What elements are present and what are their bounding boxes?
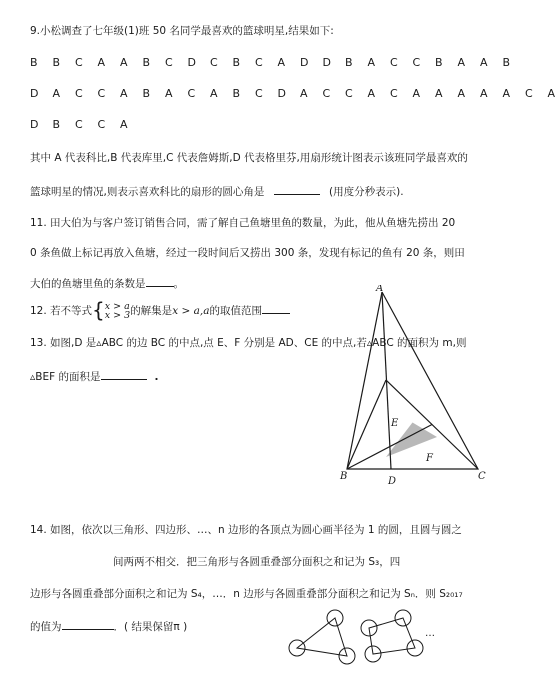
answer-letter: A [97,56,106,69]
answer-letter: C [255,87,263,100]
q11-line3-after: 。 [173,278,184,290]
answer-letter: C [412,56,421,69]
answer-letter: B [232,56,241,69]
q13-line2 [30,368,159,384]
q14-line4-before: 的值为 [30,621,62,633]
answer-letter: D [187,56,196,69]
segment-be [347,380,386,469]
q12-after: 的取值范围 [209,305,262,317]
answer-letter: C [187,87,196,100]
label-f: F [426,453,433,464]
q13-line2-after: . [154,371,159,383]
answer-letter: B [142,87,151,100]
label-b: B [340,471,348,482]
answer-letter: A [457,87,466,100]
q9-text2 [30,183,404,199]
answer-letter: A [480,87,488,100]
answer-letter: D [277,87,286,100]
answer-letter: B [232,87,241,100]
answer-letter: B [345,56,353,69]
q14-line4-after: ．( 结果保留π ) [113,621,188,633]
label-e: E [391,418,399,429]
q11-answer-blank[interactable] [146,275,174,287]
answer-letter: D [300,56,309,69]
q12-ineq-top: x > a [104,301,130,312]
answer-letter: C [165,56,173,69]
q14-polygons-figure [285,600,455,670]
q9-text2-after: (用度分秒表示). [329,186,404,198]
q9-letters-row3 [30,118,143,132]
figure-ellipsis: … [425,628,435,639]
answer-letter: A [457,56,466,69]
answer-letter: A [120,56,128,69]
q9-intro: 9.小松调查了七年级(1)班 50 名同学最喜欢的篮球明星,结果如下: [30,25,334,37]
answer-letter: C [97,87,106,100]
answer-letter: A [502,87,511,100]
answer-letter: C [525,87,533,100]
label-a: A [376,285,384,294]
q12-system [105,302,130,320]
q14-line2: 间两两不相交．把三角形与各圆重叠部分面积之和记为 S₃，四 [113,556,401,568]
q12-before: 12. 若不等式 [30,305,93,317]
q14-line4 [30,618,187,634]
answer-letter: C [210,56,218,69]
answer-letter: C [75,118,83,131]
answer-letter: C [75,56,83,69]
answer-letter: B [142,56,151,69]
q9-letters-row1 [30,56,525,70]
q9-answer-blank[interactable] [274,183,320,195]
answer-letter: A [435,87,443,100]
answer-letter: B [435,56,443,69]
q14-line1: 14. 如图，依次以三角形、四边形、…、n 边形的各顶点为圆心画半径为 1 的圆，且圆与圆之 [30,524,462,536]
answer-letter: D [30,87,39,100]
q14-line3: 边形与各圆重叠部分面积之和记为 S₄，…．n 边形与各圆重叠部分面积之和记为 Sₙ．则 S₂₀₁₇ [30,588,463,600]
answer-letter: C [345,87,353,100]
q11-line2: 0 条鱼做上标记再放入鱼塘，经过一段时间后又捞出 300 条，发现有标记的鱼有 20 条，则田 [30,247,465,259]
answer-letter: C [97,118,106,131]
answer-letter: B [52,56,61,69]
answer-letter: A [367,56,376,69]
q13-triangle-figure [335,285,495,485]
answer-letter: A [300,87,308,100]
answer-letter: B [30,56,38,69]
answer-letter: A [165,87,173,100]
q13-answer-blank[interactable] [101,368,147,380]
answer-letter: A [52,87,61,100]
q12-var: a [203,305,210,317]
answer-letter: D [322,56,331,69]
answer-letter: A [210,87,218,100]
q13-line2-before: ▵BEF 的面积是 [30,371,101,383]
q11-line3 [30,275,184,291]
answer-letter: C [322,87,331,100]
q11-line3-before: 大伯的鱼塘里鱼的条数是 [30,278,146,290]
answer-letter: D [30,118,39,131]
q9-text1: 其中 A 代表科比,B 代表库里,C 代表詹姆斯,D 代表格里芬,用扇形统计图表示该班同学最喜欢的 [30,152,468,164]
answer-letter: B [52,118,61,131]
q12-ineq-bottom: x > 3 [104,310,131,321]
q12-line [30,298,290,322]
answer-letter: A [120,118,128,131]
q14-answer-blank[interactable] [62,618,114,630]
answer-letter: C [390,87,398,100]
label-c: C [478,471,486,482]
q12-brace: { [92,298,105,322]
answer-letter: C [390,56,398,69]
answer-letter: A [547,87,556,100]
q13-line1: 13. 如图,D 是▵ABC 的边 BC 的中点,点 E、F 分别是 AD、CE 的中点,若▵ABC 的面积为 m,则 [30,337,467,349]
answer-letter: B [502,56,511,69]
q9-letters-row2 [30,87,559,101]
answer-letter: A [277,56,286,69]
label-d: D [388,476,397,485]
answer-letter: A [480,56,488,69]
q11-line1: 11. 田大伯为与客户签订销售合同，需了解自己鱼塘里鱼的数量，为此，他从鱼塘先捞出 20 [30,217,456,229]
q9-text2-before: 篮球明星的情况,则表示喜欢科比的扇形的圆心角是 [30,186,265,198]
q12-answer-blank[interactable] [262,302,290,314]
answer-letter: A [412,87,421,100]
answer-letter: A [367,87,376,100]
q12-solution: x > a, [172,305,204,317]
answer-letter: A [120,87,128,100]
q12-middle: 的解集是 [130,305,173,317]
answer-letter: C [255,56,263,69]
answer-letter: C [75,87,83,100]
